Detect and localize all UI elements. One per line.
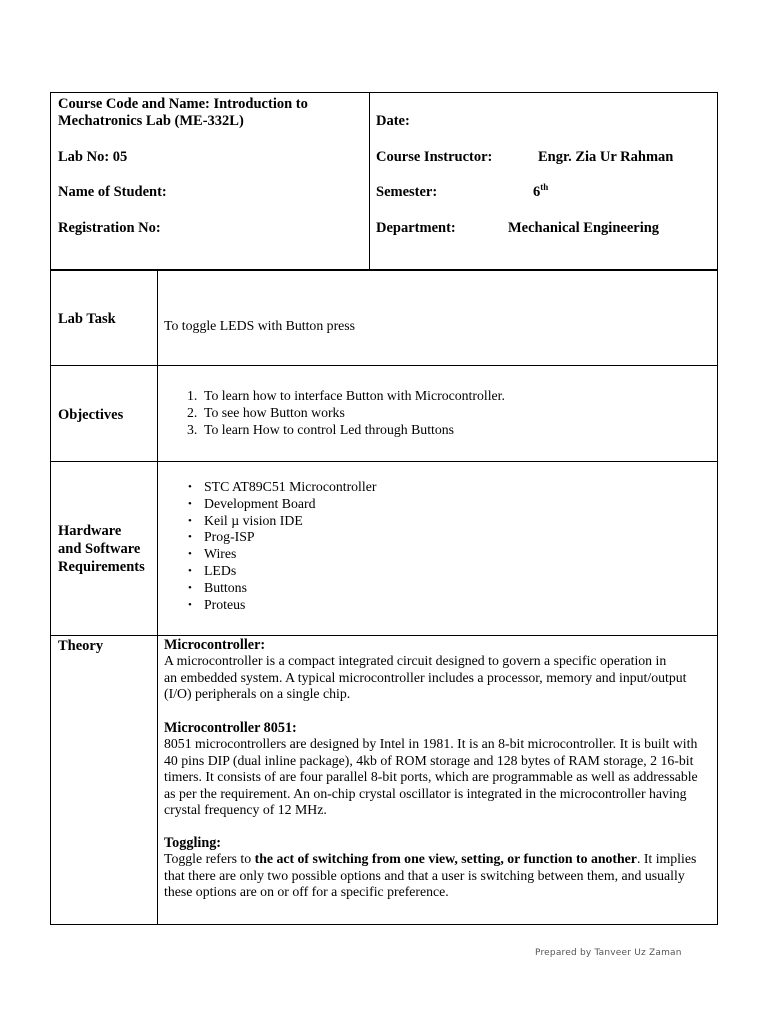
header-right-cell <box>370 93 717 269</box>
department-label: Department: <box>376 220 456 236</box>
bullet-icon: • <box>188 548 192 561</box>
list-number: 1. <box>187 388 198 403</box>
hardware-item: Buttons <box>204 579 247 595</box>
list-item <box>158 529 376 546</box>
paragraph-line: A microcontroller is a compact integrated circuit designed to govern a specific operation in <box>164 653 667 669</box>
paragraph-line: (I/O) peripherals on a single chip. <box>164 686 351 702</box>
list-item <box>158 388 505 405</box>
paragraph-line: timers. It consists of are four parallel 8-bit ports, which are programmable as well as addressable <box>164 769 698 785</box>
semester-value <box>533 183 548 201</box>
list-item <box>158 580 376 597</box>
registration-label: Registration No: <box>58 220 161 236</box>
lab-task-label-cell <box>51 271 158 365</box>
objective-text: To learn how to interface Button with Microcontroller. <box>204 388 505 403</box>
mc8051-heading: Microcontroller 8051: <box>164 720 297 736</box>
objectives-list <box>158 388 505 438</box>
list-item <box>158 563 376 580</box>
footer-credit: Prepared by Tanveer Uz Zaman <box>535 948 682 958</box>
date-label: Date: <box>376 113 410 129</box>
list-item <box>158 405 505 422</box>
semester-number: 6 <box>533 184 541 200</box>
hardware-content-cell <box>158 462 717 635</box>
toggling-post-text: . It implies <box>636 851 697 867</box>
objectives-label: Objectives <box>58 407 124 423</box>
hardware-item: Development Board <box>204 495 316 511</box>
objectives-content-cell <box>158 366 717 461</box>
department-name: Mechanical Engineering <box>508 220 660 236</box>
theory-label-cell <box>51 636 158 924</box>
microcontroller-8051-section <box>164 720 713 818</box>
paragraph-line: as per the requirement. An on-chip crystal oscillator is integrated in the microcontroller having <box>164 785 687 801</box>
hardware-label-line-1: Hardware <box>58 523 122 539</box>
paragraph-line: 40 pins DIP (dual inline package), 4kb of ROM storage and 128 bytes of RAM storage, 2 16-bit <box>164 752 694 768</box>
paragraph-line <box>164 851 713 867</box>
semester-suffix: th <box>540 182 549 192</box>
theory-row <box>51 635 717 924</box>
lab-number: Lab No: 05 <box>58 149 128 165</box>
bullet-icon: • <box>188 514 192 527</box>
toggling-bold-text: the act of switching from one view, setting, or function to another <box>254 851 637 867</box>
objectives-label-cell <box>51 366 158 461</box>
lab-task-text: To toggle LEDS with Button press <box>164 318 356 333</box>
instructor-label: Course Instructor: <box>376 149 493 165</box>
course-code-line-1: Course Code and Name: Introduction to <box>58 96 308 112</box>
theory-content-cell <box>158 636 717 924</box>
theory-label: Theory <box>58 638 104 654</box>
microcontroller-heading: Microcontroller: <box>164 637 266 653</box>
toggling-heading: Toggling: <box>164 835 222 851</box>
objective-text: To learn How to control Led through Buttons <box>204 421 455 437</box>
hardware-item: Wires <box>204 546 237 562</box>
bullet-icon: • <box>188 531 192 544</box>
toggling-section <box>164 835 713 901</box>
hardware-label-line-2: and Software <box>58 541 141 557</box>
lab-task-label: Lab Task <box>58 311 116 327</box>
bullet-icon: • <box>188 481 192 493</box>
hardware-item: Proteus <box>204 596 246 612</box>
header-left-cell <box>51 93 370 269</box>
bullet-icon: • <box>188 581 192 594</box>
paragraph-line: 8051 microcontrollers are designed by Intel in 1981. It is an 8-bit microcontroller. It is built with <box>164 736 698 752</box>
hardware-list <box>158 479 376 613</box>
lab-details-table <box>50 270 718 925</box>
paragraph-line: these options are on or off for a specific preference. <box>164 884 449 900</box>
objective-text: To see how Button works <box>204 404 345 420</box>
instructor-name: Engr. Zia Ur Rahman <box>538 149 674 165</box>
hardware-item: Prog-ISP <box>204 529 255 545</box>
header-table <box>50 92 718 270</box>
paragraph-line: that there are only two possible options and that a user is switching between them, and usually <box>164 867 685 883</box>
semester-label: Semester: <box>376 184 438 200</box>
hardware-row <box>51 461 717 635</box>
objectives-row <box>51 365 717 461</box>
hardware-item: LEDs <box>204 562 237 578</box>
bullet-icon: • <box>188 497 192 510</box>
hardware-item: STC AT89C51 Microcontroller <box>204 479 377 494</box>
list-item <box>158 597 376 614</box>
list-number: 3. <box>187 421 198 437</box>
list-item <box>158 546 376 563</box>
bullet-icon: • <box>188 598 192 611</box>
hardware-label-line-3: Requirements <box>58 559 145 575</box>
student-name-label: Name of Student: <box>58 184 167 200</box>
list-item <box>158 422 505 439</box>
list-item <box>158 513 376 530</box>
list-number: 2. <box>187 404 198 420</box>
toggling-pre-text: Toggle refers to <box>164 851 255 867</box>
course-code-line-2: Mechatronics Lab (ME-332L) <box>58 113 244 129</box>
lab-task-content-cell <box>158 271 717 365</box>
hardware-label-cell <box>51 462 158 635</box>
paragraph-line: crystal frequency of 12 MHz. <box>164 802 327 818</box>
bullet-icon: • <box>188 564 192 577</box>
hardware-item: Keil µ vision IDE <box>204 512 303 528</box>
lab-task-row <box>51 270 717 365</box>
list-item <box>158 479 376 496</box>
paragraph-line: an embedded system. A typical microcontroller includes a processor, memory and input/output <box>164 669 687 685</box>
microcontroller-section <box>164 637 713 703</box>
list-item <box>158 496 376 513</box>
